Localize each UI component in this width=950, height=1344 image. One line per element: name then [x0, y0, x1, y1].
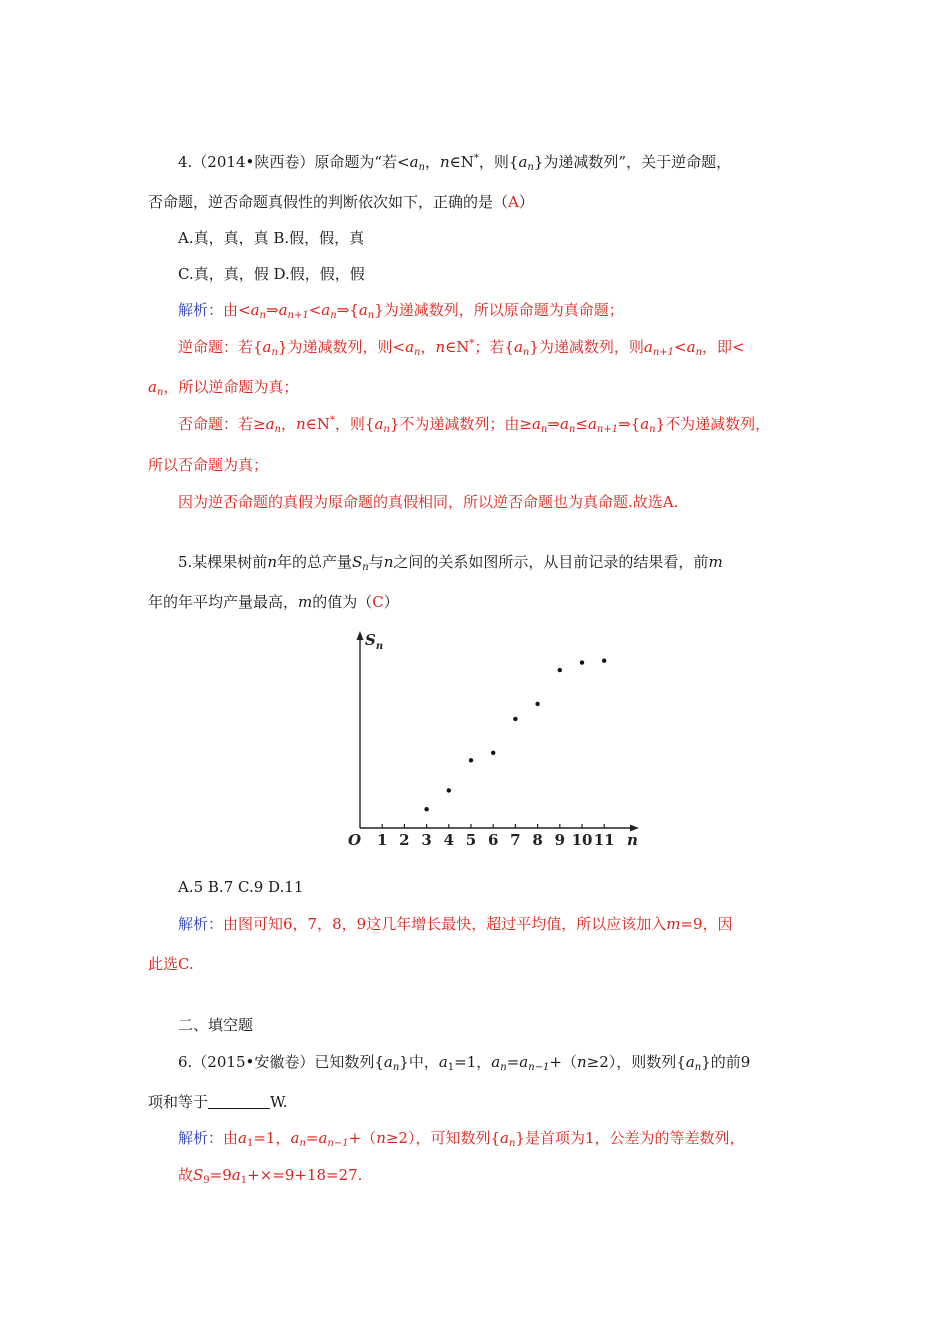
q4-analysis-line5: 所以否命题为真； — [148, 456, 269, 474]
q5-answer: C — [372, 593, 384, 611]
q4-analysis-line3: $a_n$，所以逆命题为真； — [148, 378, 299, 398]
y-axis-label: $S_n$ — [365, 631, 384, 652]
analysis-label: 解析： — [178, 915, 224, 933]
q6-analysis-line2: 故$S_9=9a_1+\times=9+18=27$. — [178, 1166, 363, 1186]
data-point — [580, 660, 584, 664]
q6-stem-line2: 项和等于 W. — [148, 1093, 288, 1111]
chart-points — [424, 658, 606, 811]
y-axis-arrow — [357, 631, 364, 640]
q5-analysis-line2: 此选C. — [148, 955, 194, 973]
section-heading: 二、填空题 — [178, 1016, 254, 1034]
q4-analysis-line1: 解析：由$<a_n\Rightarrow a_{n+1}<a_n\Rightarrow\{a_n\}$为递减数列，所以原命题为真命题； — [178, 301, 624, 321]
fill-blank — [208, 1094, 270, 1109]
origin-label: O — [348, 831, 362, 849]
q4-answer: A — [508, 193, 519, 211]
data-point — [513, 717, 517, 721]
q4-analysis-line6: 因为逆否命题的真假为原命题的真假相同，所以逆否命题也为真命题.故选A. — [178, 493, 679, 511]
data-point — [491, 751, 495, 755]
data-point — [602, 658, 606, 662]
x-tick-label: 7 — [510, 831, 521, 849]
scatter-chart — [343, 625, 643, 857]
x-tick-label: 3 — [421, 831, 432, 849]
q4-analysis-line4: 否命题：若$\ge a_n$，n∈N*，则$\{a_n\}$不为递减数列；由$\ge a_n\Rightarrow a_n\le a_{n+1}\Rightarrow\{a_n\}$不为递减数列， — [178, 415, 771, 435]
q5-analysis-line1: 解析：由图可知6，7，8，9这几年增长最快，超过平均值，所以应该加入m=9，因 — [178, 915, 733, 933]
data-point — [535, 702, 539, 706]
data-point — [424, 807, 428, 811]
analysis-label: 解析： — [178, 1129, 224, 1147]
q5-options: A.5 B.7 C.9 D.11 — [178, 878, 304, 896]
x-tick-label: 11 — [593, 831, 615, 849]
q5-stem-line2: 年的年平均产量最高，m的值为（C） — [148, 593, 399, 611]
q4-options-cd: C.真，真，假 D.假，假，假 — [178, 265, 365, 283]
chart-axes — [348, 631, 639, 849]
x-tick-label: 4 — [443, 831, 455, 849]
q4-stem-line2: 否命题，逆否命题真假性的判断依次如下，正确的是（A） — [148, 193, 534, 211]
data-point — [469, 758, 473, 762]
x-axis-label: n — [627, 831, 638, 849]
x-tick-label: 9 — [554, 831, 566, 849]
x-tick-label: 1 — [376, 831, 388, 849]
q6-stem-line1: 6.（2015•安徽卷）已知数列$\{a_n\}$中，$a_1=1$，$a_n=a_{n-1}+(n\ge 2)$，则数列$\{a_n\}$的前9 — [178, 1053, 751, 1073]
q6-analysis-line1: 解析：由$a_1=1$，$a_n=a_{n-1}+(n\ge 2)$，可知数列$\{a_n\}$是首项为1，公差为的等差数列， — [178, 1129, 745, 1149]
q4-stem-line1: 4.（2014•陕西卷）原命题为“若$<a_n$，n∈N*，则$\{a_n\}$为递减数列”，关于逆命题， — [178, 153, 732, 173]
x-tick-label: 2 — [399, 831, 410, 849]
x-tick-label: 10 — [571, 831, 593, 849]
data-point — [447, 788, 451, 792]
q4-analysis-line2: 逆命题：若$\{a_n\}$为递减数列，则$<a_n$，n∈N*；若$\{a_n\}$为递减数列，则$a_{n+1}<a_n$，即< — [178, 338, 745, 358]
q4-options-ab: A.真，真，真 B.假，假，真 — [178, 229, 365, 247]
data-point — [558, 668, 562, 672]
x-tick-label: 6 — [487, 831, 499, 849]
q5-stem-line1: 5.某棵果树前n年的总产量$S_n$与n之间的关系如图所示，从目前记录的结果看，前m — [178, 553, 723, 573]
x-tick-label: 5 — [465, 831, 477, 849]
analysis-label: 解析： — [178, 301, 224, 319]
x-tick-label: 8 — [532, 831, 543, 849]
